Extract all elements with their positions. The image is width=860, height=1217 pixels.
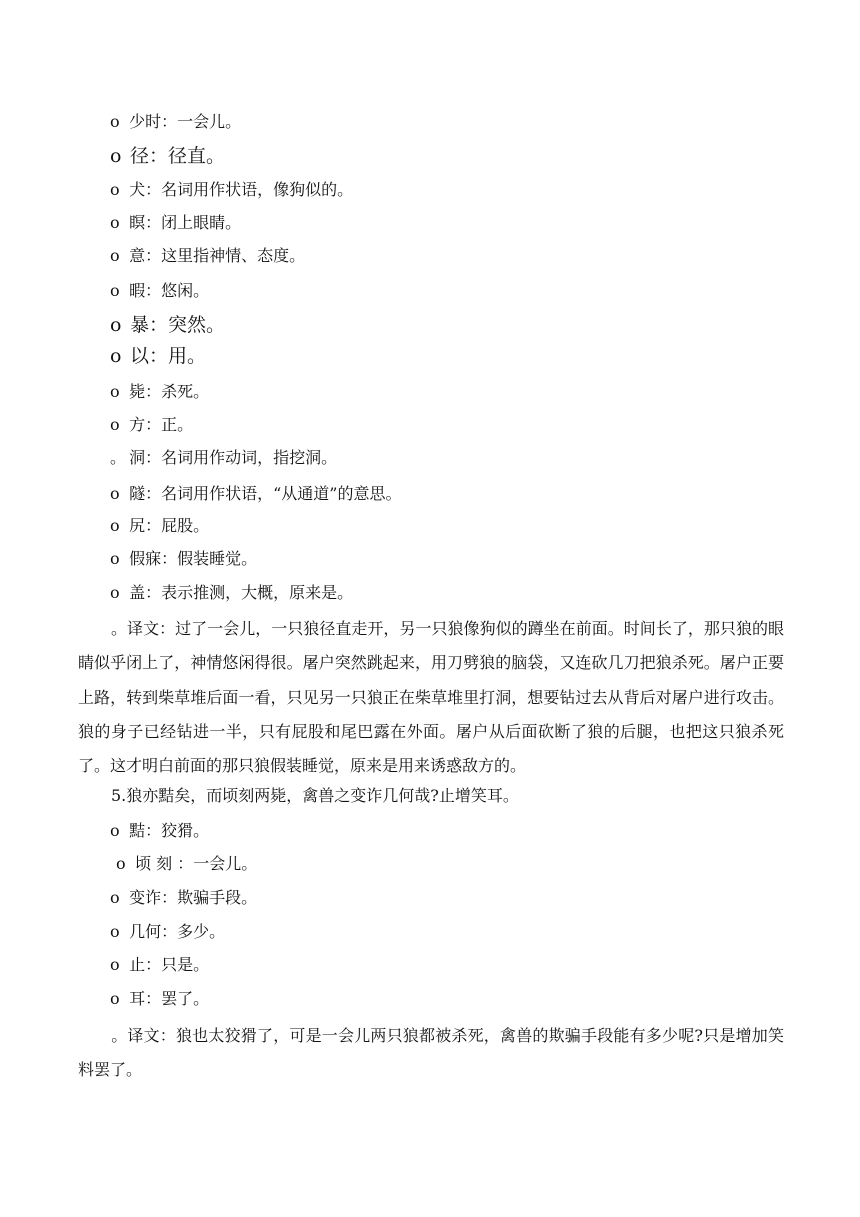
gloss-item [110, 484, 401, 504]
gloss-text: 毙：杀死。 [129, 382, 210, 401]
bullet-marker: o [110, 549, 120, 568]
gloss-text: 几何：多少。 [129, 922, 226, 941]
gloss-item [110, 821, 209, 841]
bullet-marker: o [110, 821, 120, 840]
gloss-text: 盖：表示推测，大概，原来是。 [129, 583, 354, 602]
bullet-marker: o [110, 989, 120, 1008]
bullet-marker: o [110, 180, 120, 199]
bullet-marker: o [110, 281, 120, 300]
gloss-item [110, 989, 209, 1009]
bullet-marker: o [110, 213, 120, 232]
gloss-item [110, 112, 241, 132]
gloss-text: 耳：罢了。 [129, 989, 210, 1008]
bullet-marker: o [110, 955, 120, 974]
bullet-marker: o [110, 922, 120, 941]
gloss-item [110, 246, 305, 266]
gloss-text: 黠：狡猾。 [129, 821, 210, 840]
gloss-text: 尻：屁股。 [129, 516, 210, 535]
translation-text: 。译文：过了一会儿，一只狼径直走开，另一只狼像狗似的蹲坐在前面。时间长了，那只狼的眼睛似乎闭上了，神情悠闲得很。屠户突然跳起来，用刀劈狼的脑袋，又连砍几刀把狼杀死。屠户正要上路，转到柴草堆后面一看，只见另一只狼正在柴草堆里打洞，想要钻过去从背后对屠户进行攻击。狼的身子已经钻进一半，只有屁股和尾巴露在外面。屠户从后面砍断了狼的后腿，也把这只狼杀死了。这才明白前面的那只狼假装睡觉，原来是用来诱惑敌方的。 [78, 619, 784, 776]
gloss-text: 犬：名词用作状语，像狗似的。 [129, 180, 354, 199]
bullet-marker: o [110, 583, 120, 602]
gloss-text: 假寐：假装睡觉。 [129, 549, 258, 568]
section-text: 5.狼亦黠矣，而顷刻两毙，禽兽之变诈几何哉?止增笑耳。 [111, 786, 519, 805]
translation-paragraph [78, 1019, 784, 1088]
gloss-text: 洞：名词用作动词，指挖洞。 [129, 448, 338, 467]
gloss-item [110, 516, 209, 536]
gloss-text: 暴：突然。 [130, 314, 226, 336]
gloss-item [110, 415, 193, 435]
gloss-item [110, 955, 209, 975]
gloss-item [110, 888, 257, 908]
gloss-text: 瞑：闭上眼睛。 [129, 213, 242, 232]
gloss-text: 暇：悠闲。 [129, 281, 210, 300]
gloss-item [110, 213, 241, 233]
gloss-text: 意：这里指神情、态度。 [129, 246, 306, 265]
gloss-text: 径：径直。 [130, 145, 226, 167]
bullet-marker: o [110, 888, 120, 907]
section-sentence [111, 786, 519, 806]
bullet-marker: o [110, 415, 120, 434]
bullet-marker: o [116, 854, 126, 873]
gloss-text: 顷 刻 ：一会儿。 [135, 854, 258, 873]
gloss-item [110, 180, 353, 200]
gloss-item [116, 854, 257, 874]
gloss-item [110, 382, 209, 402]
gloss-text: 隧：名词用作状语，“从通道”的意思。 [129, 484, 402, 503]
bullet-marker: 。 [110, 448, 127, 467]
gloss-item [110, 314, 225, 336]
bullet-marker: o [110, 112, 120, 131]
gloss-text: 以：用。 [130, 345, 207, 367]
gloss-text: 少时：一会儿。 [129, 112, 242, 131]
gloss-item [110, 281, 209, 301]
gloss-item [110, 448, 337, 468]
gloss-item [110, 345, 206, 367]
bullet-marker: o [110, 145, 122, 167]
gloss-item [110, 549, 257, 569]
gloss-text: 变诈：欺骗手段。 [129, 888, 258, 907]
bullet-marker: o [110, 246, 120, 265]
bullet-marker: o [110, 516, 120, 535]
gloss-item [110, 922, 225, 942]
gloss-text: 方：正。 [129, 415, 194, 434]
gloss-text: 止：只是。 [129, 955, 210, 974]
bullet-marker: o [110, 314, 122, 336]
bullet-marker: o [110, 345, 122, 367]
bullet-marker: o [110, 382, 120, 401]
translation-paragraph [78, 612, 784, 783]
translation-text: 。译文：狼也太狡猾了，可是一会儿两只狼都被杀死，禽兽的欺骗手段能有多少呢?只是增加笑料罢了。 [78, 1026, 784, 1080]
gloss-item [110, 145, 225, 167]
gloss-item [110, 583, 353, 603]
bullet-marker: o [110, 484, 120, 503]
